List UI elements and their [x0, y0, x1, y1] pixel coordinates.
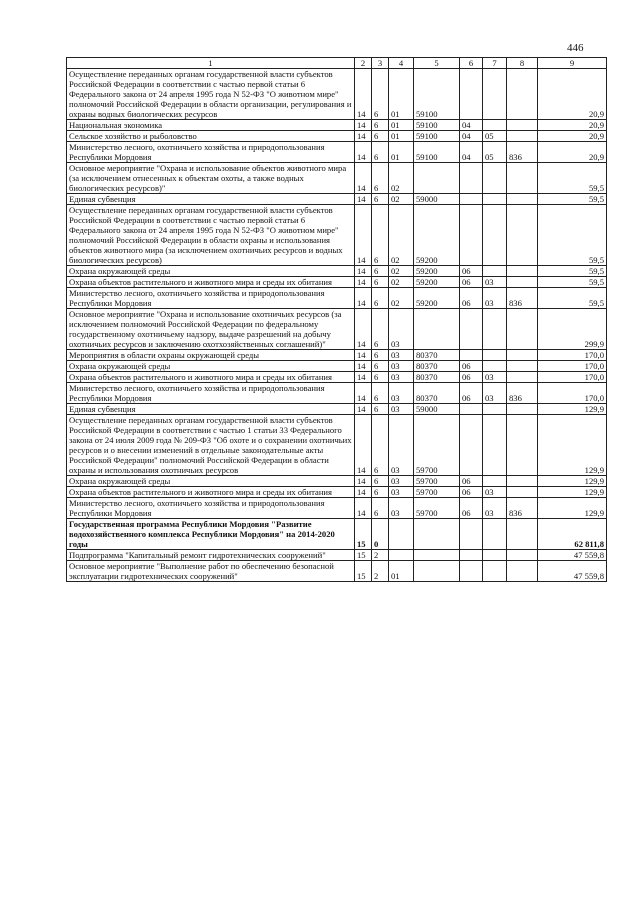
amount-cell: 59,5: [538, 205, 607, 266]
table-row: [67, 361, 607, 372]
code-cell: [460, 69, 483, 120]
code-cell: 03: [389, 404, 414, 415]
code-cell: 06: [460, 487, 483, 498]
col-header-5: 5: [414, 58, 460, 69]
code-cell: [507, 415, 538, 476]
code-cell: 6: [372, 404, 389, 415]
code-cell: 6: [372, 205, 389, 266]
code-cell: 03: [389, 476, 414, 487]
amount-cell: 299,9: [538, 309, 607, 350]
code-cell: 03: [483, 383, 507, 404]
table-row: [67, 404, 607, 415]
code-cell: 06: [460, 383, 483, 404]
code-cell: 03: [389, 383, 414, 404]
code-cell: 14: [355, 131, 372, 142]
budget-table: [66, 57, 607, 582]
col-header-8: 8: [507, 58, 538, 69]
code-cell: 6: [372, 476, 389, 487]
code-cell: [460, 205, 483, 266]
amount-cell: 129,9: [538, 487, 607, 498]
code-cell: [483, 476, 507, 487]
code-cell: 6: [372, 350, 389, 361]
code-cell: 14: [355, 498, 372, 519]
code-cell: 03: [389, 498, 414, 519]
code-cell: 14: [355, 120, 372, 131]
code-cell: 14: [355, 476, 372, 487]
table-body: [67, 69, 607, 582]
amount-cell: 59,5: [538, 194, 607, 205]
code-cell: 03: [483, 288, 507, 309]
table-row: [67, 194, 607, 205]
code-cell: 15: [355, 561, 372, 582]
desc-cell: Мероприятия в области охраны окружающей среды: [67, 350, 355, 361]
code-cell: [507, 404, 538, 415]
table-row: [67, 266, 607, 277]
code-cell: 80370: [414, 383, 460, 404]
col-header-1: 1: [67, 58, 355, 69]
code-cell: 6: [372, 194, 389, 205]
code-cell: [483, 309, 507, 350]
code-cell: 06: [460, 277, 483, 288]
code-cell: [460, 350, 483, 361]
table-row: [67, 476, 607, 487]
col-header-6: 6: [460, 58, 483, 69]
code-cell: 03: [483, 372, 507, 383]
code-cell: 80370: [414, 350, 460, 361]
amount-cell: 62 811,8: [538, 519, 607, 550]
table-row: [67, 487, 607, 498]
code-cell: [414, 309, 460, 350]
table-row: [67, 372, 607, 383]
code-cell: [483, 266, 507, 277]
code-cell: 14: [355, 288, 372, 309]
desc-cell: Министерство лесного, охотничьего хозяйства и природопользования Республики Мордовия: [67, 142, 355, 163]
code-cell: 6: [372, 288, 389, 309]
code-cell: 03: [483, 277, 507, 288]
code-cell: [507, 372, 538, 383]
code-cell: 6: [372, 361, 389, 372]
code-cell: [483, 519, 507, 550]
amount-cell: 59,5: [538, 288, 607, 309]
code-cell: 14: [355, 415, 372, 476]
code-cell: 14: [355, 372, 372, 383]
code-cell: 836: [507, 498, 538, 519]
code-cell: [507, 350, 538, 361]
code-cell: [460, 163, 483, 194]
code-cell: [414, 561, 460, 582]
amount-cell: 129,9: [538, 404, 607, 415]
amount-cell: 170,0: [538, 350, 607, 361]
desc-cell: Подпрограмма "Капитальный ремонт гидротехнических сооружений": [67, 550, 355, 561]
code-cell: 03: [389, 309, 414, 350]
code-cell: [507, 361, 538, 372]
code-cell: 14: [355, 383, 372, 404]
desc-cell: Основное мероприятие "Выполнение работ по обеспечению безопасной эксплуатации гидротехнических сооружений": [67, 561, 355, 582]
code-cell: 03: [483, 498, 507, 519]
code-cell: 14: [355, 361, 372, 372]
code-cell: 14: [355, 266, 372, 277]
code-cell: 2: [372, 550, 389, 561]
code-cell: 59200: [414, 205, 460, 266]
code-cell: 06: [460, 476, 483, 487]
desc-cell: Министерство лесного, охотничьего хозяйства и природопользования Республики Мордовия: [67, 383, 355, 404]
code-cell: [389, 519, 414, 550]
desc-cell: Охрана окружающей среды: [67, 361, 355, 372]
code-cell: [483, 350, 507, 361]
code-cell: [507, 120, 538, 131]
code-cell: 6: [372, 415, 389, 476]
code-cell: [483, 361, 507, 372]
desc-cell: Сельское хозяйство и рыболовство: [67, 131, 355, 142]
code-cell: 04: [460, 131, 483, 142]
table-row: [67, 131, 607, 142]
amount-cell: 129,9: [538, 476, 607, 487]
col-header-7: 7: [483, 58, 507, 69]
table-row: [67, 309, 607, 350]
table-row: [67, 383, 607, 404]
desc-cell: Охрана объектов растительного и животного мира и среды их обитания: [67, 277, 355, 288]
table-row: [67, 519, 607, 550]
code-cell: 59100: [414, 142, 460, 163]
amount-cell: 47 559,8: [538, 550, 607, 561]
code-cell: 02: [389, 266, 414, 277]
code-cell: 59000: [414, 404, 460, 415]
code-cell: 59100: [414, 120, 460, 131]
desc-cell: Охрана окружающей среды: [67, 266, 355, 277]
code-cell: 836: [507, 142, 538, 163]
code-cell: [483, 404, 507, 415]
col-header-3: 3: [372, 58, 389, 69]
code-cell: 02: [389, 194, 414, 205]
desc-cell: Осуществление переданных органам государственной власти субъектов Российской Федерации в соответствии с частью 1 статьи 33 Федерального закона от 24 июля 2009 года № 209-ФЗ "Об охоте и о сохранении охотничьих ресурсов и о внесении изменений в отдельные законодательные акты Российской Федерации" полномочий Российской Федерации в области охраны и использования охотничьих ресурсов: [67, 415, 355, 476]
code-cell: [460, 194, 483, 205]
code-cell: [507, 194, 538, 205]
code-cell: 0: [372, 519, 389, 550]
amount-cell: 20,9: [538, 69, 607, 120]
code-cell: 04: [460, 142, 483, 163]
code-cell: [507, 163, 538, 194]
code-cell: 6: [372, 487, 389, 498]
table-row: [67, 277, 607, 288]
code-cell: [507, 309, 538, 350]
code-cell: 59700: [414, 487, 460, 498]
code-cell: 6: [372, 372, 389, 383]
code-cell: 06: [460, 498, 483, 519]
code-cell: [483, 120, 507, 131]
code-cell: 80370: [414, 372, 460, 383]
col-header-4: 4: [389, 58, 414, 69]
table-row: [67, 561, 607, 582]
code-cell: 05: [483, 131, 507, 142]
code-cell: 836: [507, 288, 538, 309]
code-cell: 14: [355, 194, 372, 205]
code-cell: [507, 487, 538, 498]
code-cell: 836: [507, 383, 538, 404]
table-row: [67, 288, 607, 309]
code-cell: 04: [460, 120, 483, 131]
code-cell: [507, 277, 538, 288]
code-cell: 06: [460, 266, 483, 277]
code-cell: 14: [355, 142, 372, 163]
amount-cell: 170,0: [538, 372, 607, 383]
code-cell: 03: [389, 361, 414, 372]
page-number: 446: [567, 42, 584, 54]
code-cell: 59700: [414, 476, 460, 487]
code-cell: 03: [483, 487, 507, 498]
code-cell: [483, 163, 507, 194]
code-cell: 03: [389, 415, 414, 476]
code-cell: 03: [389, 487, 414, 498]
code-cell: 6: [372, 69, 389, 120]
code-cell: [507, 561, 538, 582]
code-cell: 6: [372, 309, 389, 350]
code-cell: 14: [355, 309, 372, 350]
code-cell: 14: [355, 69, 372, 120]
code-cell: [507, 205, 538, 266]
code-cell: 59000: [414, 194, 460, 205]
code-cell: [507, 131, 538, 142]
amount-cell: 59,5: [538, 163, 607, 194]
code-cell: 02: [389, 205, 414, 266]
col-header-9: 9: [538, 58, 607, 69]
code-cell: 05: [483, 142, 507, 163]
desc-cell: Осуществление переданных органам государственной власти субъектов Российской Федерации в соответствии с частью первой статьи 6 Федерального закона от 24 апреля 1995 года N 52-ФЗ "О животном мире" полномочий Российской Федерации в области организации, регулирования и охраны водных биологических ресурсов: [67, 69, 355, 120]
code-cell: 6: [372, 131, 389, 142]
code-cell: 6: [372, 498, 389, 519]
amount-cell: 129,9: [538, 415, 607, 476]
code-cell: 14: [355, 205, 372, 266]
code-cell: 80370: [414, 361, 460, 372]
code-cell: [460, 404, 483, 415]
code-cell: 6: [372, 266, 389, 277]
code-cell: [460, 519, 483, 550]
code-cell: 02: [389, 288, 414, 309]
code-cell: [460, 550, 483, 561]
code-cell: 14: [355, 163, 372, 194]
code-cell: [389, 550, 414, 561]
code-cell: 59700: [414, 415, 460, 476]
code-cell: 06: [460, 361, 483, 372]
desc-cell: Осуществление переданных органам государственной власти субъектов Российской Федерации в соответствии с частью первой статьи 6 Федерального закона от 24 апреля 1995 года N 52-ФЗ "О животном мире" полномочий Российской Федерации в области охраны и использования объектов животного мира (за исключением охотничьих ресурсов и водных биологических ресурсов): [67, 205, 355, 266]
amount-cell: 170,0: [538, 383, 607, 404]
code-cell: [507, 69, 538, 120]
code-cell: [460, 415, 483, 476]
code-cell: 01: [389, 131, 414, 142]
code-cell: [414, 163, 460, 194]
code-cell: 6: [372, 142, 389, 163]
desc-cell: Охрана объектов растительного и животного мира и среды их обитания: [67, 487, 355, 498]
code-cell: [483, 205, 507, 266]
code-cell: 01: [389, 561, 414, 582]
code-cell: [483, 561, 507, 582]
code-cell: 03: [389, 350, 414, 361]
header-row: [67, 58, 607, 69]
code-cell: 59100: [414, 131, 460, 142]
code-cell: 59200: [414, 277, 460, 288]
table-row: [67, 120, 607, 131]
desc-cell: Министерство лесного, охотничьего хозяйства и природопользования Республики Мордовия: [67, 498, 355, 519]
desc-cell: Министерство лесного, охотничьего хозяйства и природопользования Республики Мордовия: [67, 288, 355, 309]
code-cell: [460, 309, 483, 350]
code-cell: 15: [355, 550, 372, 561]
code-cell: [483, 194, 507, 205]
code-cell: 02: [389, 277, 414, 288]
code-cell: 03: [389, 372, 414, 383]
code-cell: 02: [389, 163, 414, 194]
desc-cell: Основное мероприятие "Охрана и использование охотничьих ресурсов (за исключением полномочий Российской Федерации по федеральному государственному охотничьему надзору, выдаче разрешений на добычу охотничьих ресурсов и заключению охотхозяйственных соглашений)": [67, 309, 355, 350]
code-cell: [507, 550, 538, 561]
code-cell: 15: [355, 519, 372, 550]
code-cell: [483, 69, 507, 120]
table-row: [67, 142, 607, 163]
desc-cell: Национальная экономика: [67, 120, 355, 131]
code-cell: [507, 519, 538, 550]
desc-cell: Единая субвенция: [67, 404, 355, 415]
code-cell: [507, 266, 538, 277]
amount-cell: 20,9: [538, 120, 607, 131]
table-row: [67, 163, 607, 194]
code-cell: 14: [355, 277, 372, 288]
table-row: [67, 415, 607, 476]
code-cell: 01: [389, 142, 414, 163]
code-cell: 6: [372, 383, 389, 404]
amount-cell: 129,9: [538, 498, 607, 519]
code-cell: [414, 519, 460, 550]
code-cell: 6: [372, 120, 389, 131]
code-cell: [507, 476, 538, 487]
amount-cell: 170,0: [538, 361, 607, 372]
table-row: [67, 205, 607, 266]
code-cell: 59200: [414, 266, 460, 277]
code-cell: 2: [372, 561, 389, 582]
code-cell: 06: [460, 372, 483, 383]
amount-cell: 59,5: [538, 277, 607, 288]
amount-cell: 47 559,8: [538, 561, 607, 582]
desc-cell: Основное мероприятие "Охрана и использование объектов животного мира (за исключением отнесенных к объектам охоты, а также водных биологических ресурсов)": [67, 163, 355, 194]
code-cell: 06: [460, 288, 483, 309]
table-row: [67, 550, 607, 561]
desc-cell: Охрана окружающей среды: [67, 476, 355, 487]
code-cell: [483, 415, 507, 476]
code-cell: 59700: [414, 498, 460, 519]
desc-cell: Единая субвенция: [67, 194, 355, 205]
code-cell: 14: [355, 350, 372, 361]
table-row: [67, 498, 607, 519]
code-cell: 14: [355, 404, 372, 415]
amount-cell: 59,5: [538, 266, 607, 277]
col-header-2: 2: [355, 58, 372, 69]
code-cell: 01: [389, 69, 414, 120]
code-cell: 6: [372, 163, 389, 194]
amount-cell: 20,9: [538, 131, 607, 142]
code-cell: 59200: [414, 288, 460, 309]
code-cell: 6: [372, 277, 389, 288]
code-cell: [460, 561, 483, 582]
table-row: [67, 69, 607, 120]
desc-cell: Государственная программа Республики Мордовия "Развитие водохозяйственного комплекса Республики Мордовия" на 2014-2020 годы: [67, 519, 355, 550]
table-row: [67, 350, 607, 361]
code-cell: [414, 550, 460, 561]
amount-cell: 20,9: [538, 142, 607, 163]
desc-cell: Охрана объектов растительного и животного мира и среды их обитания: [67, 372, 355, 383]
code-cell: 14: [355, 487, 372, 498]
code-cell: 01: [389, 120, 414, 131]
code-cell: [483, 550, 507, 561]
code-cell: 59100: [414, 69, 460, 120]
